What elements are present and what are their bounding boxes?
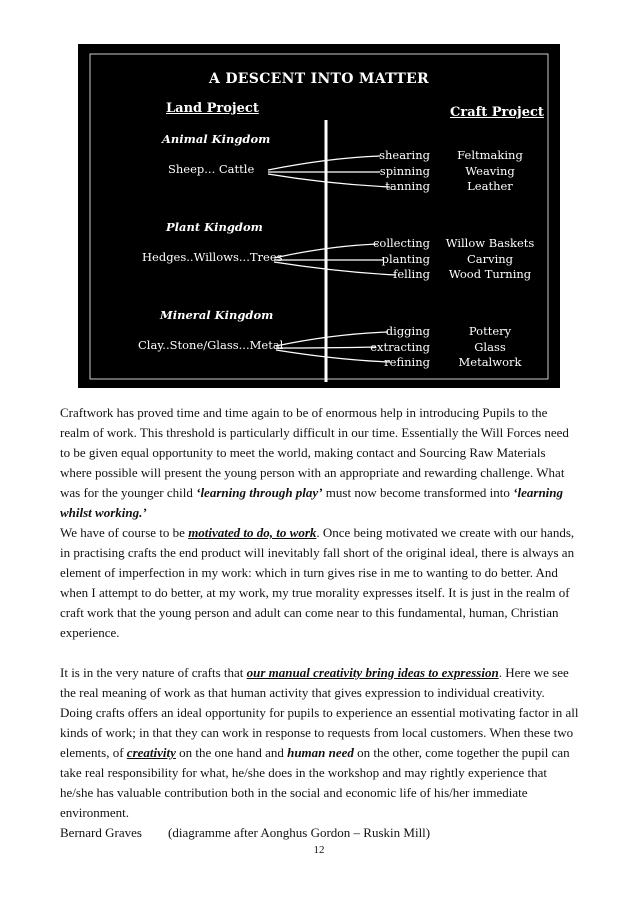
p1-emphasis-working: ‘learning whilst working.’ bbox=[60, 485, 564, 520]
paragraph-3 bbox=[60, 663, 580, 823]
craft-pottery: Pottery bbox=[468, 324, 512, 338]
process-digging: digging bbox=[385, 324, 430, 338]
kingdom-source-plant: Hedges..Willows...Trees bbox=[142, 250, 283, 264]
p2-text-a: We have of course to be bbox=[60, 525, 189, 540]
craft-leather: Leather bbox=[467, 179, 513, 193]
diagram-title: A DESCENT INTO MATTER bbox=[209, 71, 429, 87]
craft-wood-turning: Wood Turning bbox=[448, 267, 532, 281]
p3-text-g: on the other, come together the pupil can take real responsibility for what, he/she does in the workshop and may rightly experience that he/she has valuable contribution both in the social and economic life of his/her immediate environment. bbox=[60, 745, 570, 820]
p3-text-a: It is in the very nature of crafts that bbox=[60, 665, 247, 680]
craft-weaving: Weaving bbox=[465, 164, 515, 178]
craft-metalwork: Metalwork bbox=[458, 355, 522, 369]
kingdom-name-plant: Plant Kingdom bbox=[166, 220, 263, 234]
kingdom-name-animal: Animal Kingdom bbox=[162, 132, 271, 146]
p3-emphasis-creativity-expression: our manual creativity bring ideas to expression bbox=[246, 665, 499, 680]
p3-emphasis-creativity: creativity bbox=[126, 745, 176, 760]
descent-into-matter-diagram bbox=[78, 44, 560, 388]
process-planting: planting bbox=[381, 252, 430, 266]
body-text bbox=[60, 403, 580, 843]
diagram-credit: (diagramme after Aonghus Gordon – Ruskin Mill) bbox=[168, 825, 431, 840]
land-project-heading: Land Project bbox=[166, 101, 259, 116]
page-number: 12 bbox=[313, 844, 325, 856]
kingdom-source-mineral: Clay..Stone/Glass...Metal bbox=[138, 338, 284, 352]
process-extracting: extracting bbox=[370, 340, 430, 354]
process-shearing: shearing bbox=[379, 148, 430, 162]
p3-text-e: on the one hand and bbox=[175, 745, 288, 760]
process-felling: felling bbox=[393, 267, 430, 281]
p3-text-c: . Here we see the real meaning of work as that human activity that gives expression to individual creativity. Doing crafts offers an ideal opportunity for pupils to experience an essential motivating factor in all kinds of work; in that they can work in response to requests from local customers. When these two elements, of bbox=[60, 665, 579, 760]
p1-text-c: must now become transformed into bbox=[322, 485, 514, 500]
craft-glass: Glass bbox=[474, 340, 506, 354]
craft-carving: Carving bbox=[466, 252, 514, 266]
p1-text-a: Craftwork has proved time and time again to be of enormous help in introducing Pupils to the realm of work. This threshold is particularly difficult in our time. Essentially the Will Forces need to be given equal opportunity to meet the world, making contact and Sourcing Raw Materials where possible will present the young person with an appropriate and rewarding challenge. What was for the younger child bbox=[60, 405, 569, 500]
kingdom-name-mineral: Mineral Kingdom bbox=[160, 308, 274, 322]
process-collecting: collecting bbox=[372, 236, 430, 250]
author-name: Bernard Graves bbox=[60, 825, 142, 840]
paragraph-2 bbox=[60, 523, 580, 643]
p1-emphasis-play: ‘learning through play’ bbox=[196, 485, 323, 500]
paragraph-1 bbox=[60, 403, 580, 523]
craft-feltmaking: Feltmaking bbox=[457, 148, 523, 162]
p3-emphasis-human-need: human need bbox=[287, 745, 354, 760]
attribution-line bbox=[60, 823, 580, 843]
craft-willow-baskets: Willow Baskets bbox=[445, 236, 535, 250]
p2-text-c: . Once being motivated we create with our hands, in practising crafts the end product will inevitably fall short of the original ideal, there is always an element of imperfection in my work: which in turn gives rise in me to wanting to do better. And when I attempt to do better, at my work, my true morality expresses itself. It is just in the realm of craft work that the young person and adult can come near to this fundamental, human, Christian experience. bbox=[60, 525, 575, 640]
process-refining: refining bbox=[384, 355, 430, 369]
p2-emphasis-motivated: motivated to do, to work bbox=[188, 525, 317, 540]
craft-project-heading: Craft Project bbox=[450, 105, 544, 120]
kingdom-source-animal: Sheep... Cattle bbox=[168, 162, 255, 176]
process-tanning: tanning bbox=[385, 179, 430, 193]
process-spinning: spinning bbox=[379, 164, 430, 178]
